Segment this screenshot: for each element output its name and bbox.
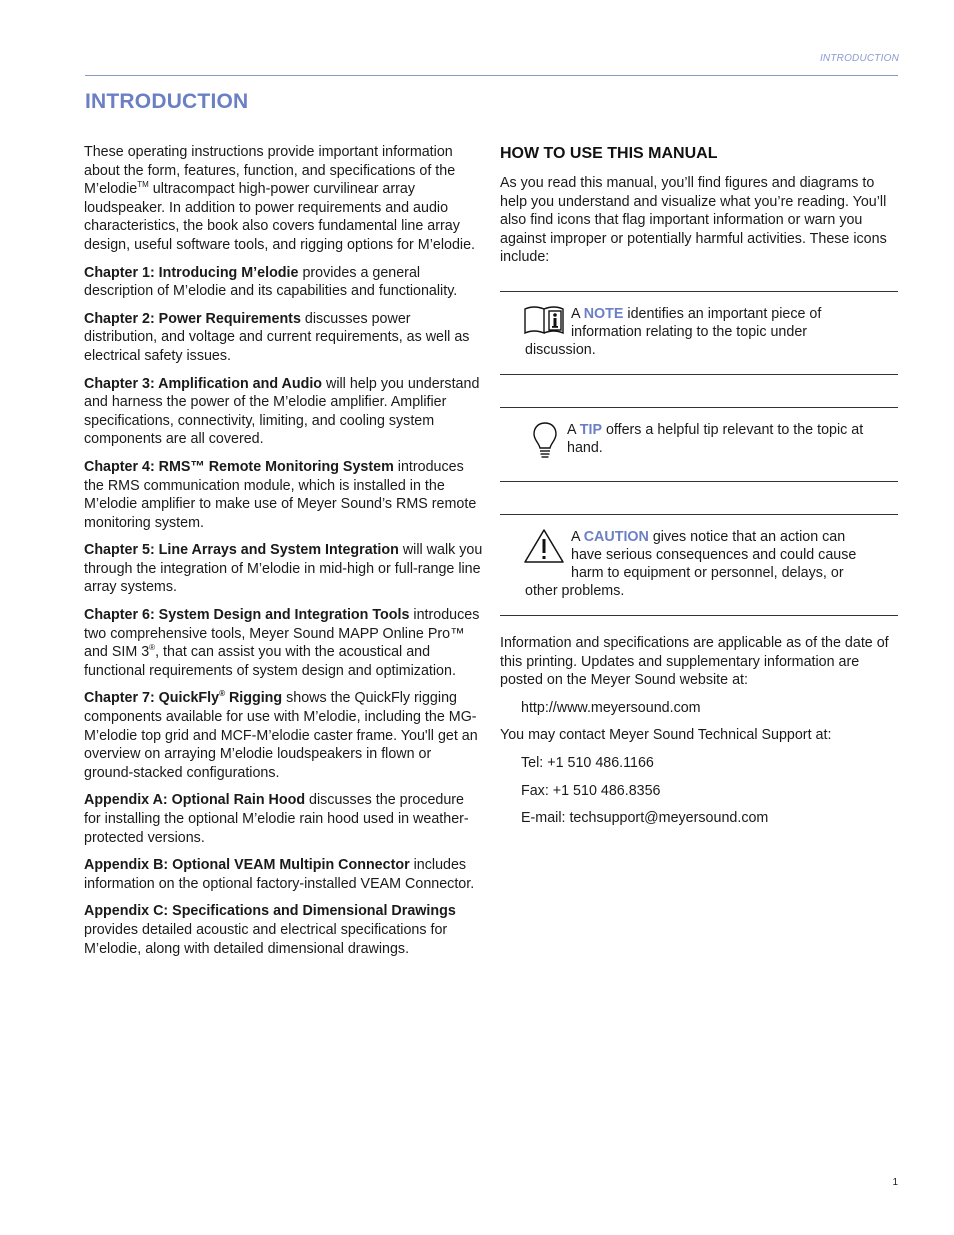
- chapter-7-summary: [84, 689, 484, 782]
- tip-keyword: TIP: [579, 421, 602, 438]
- tip-article: A: [567, 421, 580, 438]
- chapter-5-title: Chapter 5: Line Arrays and System Integration: [84, 542, 399, 559]
- chapter-2-summary: [84, 310, 484, 366]
- note-box: [500, 291, 898, 375]
- intro-text-2: ultracompact high-power curvilinear array loudspeaker. In addition to power requirements and audio characteristics, the book also covers fundamental line array design, useful software tools, and rigging options for M’elodie.: [84, 181, 476, 253]
- appendix-a-title: Appendix A: Optional Rain Hood: [84, 792, 306, 809]
- chapter-3-summary: [84, 375, 484, 449]
- appendix-b-summary: [84, 856, 484, 893]
- manual-intro: As you read this manual, you’ll find figures and diagrams to help you understand and visualize what you’re reading. You’ll also find icons that flag important information or warn you against improper or potentially harmful activities. These icons include:: [500, 175, 887, 266]
- intro-text-1: These operating instructions provide important information about the form, features, function, and specifications of the M’elodie: [84, 144, 456, 198]
- appendix-a-summary: [84, 791, 484, 847]
- chapter-3-text: will help you understand and harness the power of the M’elodie amplifier. Amplifier specifications, connectivity, limiting, and cooling system components are all covered.: [84, 375, 480, 448]
- contact-paragraph: You may contact Meyer Sound Technical Support at:: [500, 727, 832, 744]
- contact-fax: Fax: +1 510 486.8356: [521, 782, 661, 799]
- chapter-1-summary: [84, 264, 484, 301]
- chapter-1-text: provides a general description of M’elodie and its capabilities and functionality.: [84, 264, 458, 300]
- chapter-7-title: [84, 690, 282, 706]
- chapter-5-summary: [84, 541, 484, 597]
- registered-mark: ®: [219, 689, 225, 699]
- page-number: 1: [892, 1177, 898, 1188]
- chapter-1-title: Chapter 1: Introducing M’elodie: [84, 264, 299, 281]
- tip-text: offers a helpful tip relevant to the topic at hand.: [567, 421, 864, 456]
- chapter-2-title: Chapter 2: Power Requirements: [84, 310, 301, 327]
- tip-box: [500, 407, 898, 482]
- website-url: http://www.meyersound.com: [521, 699, 701, 716]
- note-text: identifies an important piece of information relating to the topic under discussion.: [525, 305, 822, 358]
- chapter-6-text-2: , that can assist you with the acoustical and functional requirements of system design and optimization.: [84, 644, 456, 679]
- chapter-4-text: introduces the RMS communication module, which is installed in the M’elodie amplifier to make use of Meyer Sound’s RMS remote monitoring system.: [84, 458, 477, 531]
- caution-article: A: [571, 528, 584, 545]
- chapter-4-title: Chapter 4: RMS™ Remote Monitoring System: [84, 458, 394, 475]
- appendix-c-text: provides detailed acoustic and electrical specifications for M’elodie, along with detailed dimensional drawings.: [84, 921, 448, 957]
- lightbulb-icon: [531, 421, 559, 466]
- page-title: INTRODUCTION: [85, 90, 249, 113]
- running-head: INTRODUCTION: [819, 53, 899, 64]
- contact-tel: Tel: +1 510 486.1166: [521, 754, 654, 771]
- note-article: A: [571, 305, 584, 322]
- chapter-7-text: shows the QuickFly rigging components available for use with M’elodie, including the MG-M’elodie top grid and MCF-M’elodie caster frame. You'll get an overview on arraying M’elodie loudspeakers in flown or ground-stacked configurations.: [84, 690, 478, 781]
- right-column: [500, 143, 898, 837]
- appendix-b-title: Appendix B: Optional VEAM Multipin Connector: [84, 857, 410, 874]
- chapter-6-text-1: introduces two comprehensive tools, Meyer Sound MAPP Online Pro™ and SIM 3: [84, 607, 480, 661]
- trademark-mark: TM: [137, 180, 149, 190]
- appendix-c-title: Appendix C: Specifications and Dimensional Drawings: [84, 903, 456, 920]
- intro-paragraph: [84, 143, 484, 255]
- book-info-icon: [523, 305, 567, 340]
- note-keyword: NOTE: [583, 305, 624, 322]
- caution-text: gives notice that an action can have serious consequences and could cause harm to equipment or personnel, delays, or other problems.: [525, 528, 857, 599]
- warning-triangle-icon: [523, 528, 565, 569]
- chapter-7-title-2: Rigging: [224, 690, 283, 707]
- chapter-2-text: discusses power distribution, and voltage and current requirements, as well as electrical safety issues.: [84, 310, 470, 364]
- left-column: [84, 143, 484, 967]
- chapter-6-title: Chapter 6: System Design and Integration Tools: [84, 607, 410, 624]
- chapter-5-text: will walk you through the integration of M’elodie in mid-high or full-range line array systems.: [84, 542, 483, 596]
- section-heading: HOW TO USE THIS MANUAL: [500, 145, 718, 162]
- appendix-b-text: includes information on the optional factory-installed VEAM Connector.: [84, 857, 475, 892]
- registered-mark: ®: [149, 643, 156, 653]
- appendix-a-text: discusses the procedure for installing the optional M’elodie rain hood used in weather-protected versions.: [84, 792, 469, 846]
- caution-box: [500, 514, 898, 616]
- chapter-4-summary: [84, 458, 484, 532]
- chapter-7-title-1: Chapter 7: QuickFly: [84, 690, 220, 707]
- contact-email: E-mail: techsupport@meyersound.com: [521, 810, 769, 827]
- info-paragraph: Information and specifications are applicable as of the date of this printing. Updates and supplementary information are posted on the Meyer Sound website at:: [500, 634, 889, 689]
- chapter-3-title: Chapter 3: Amplification and Audio: [84, 375, 323, 392]
- header-rule: [85, 75, 898, 76]
- chapter-6-summary: [84, 606, 484, 680]
- caution-keyword: CAUTION: [583, 528, 649, 545]
- appendix-c-summary: [84, 902, 484, 958]
